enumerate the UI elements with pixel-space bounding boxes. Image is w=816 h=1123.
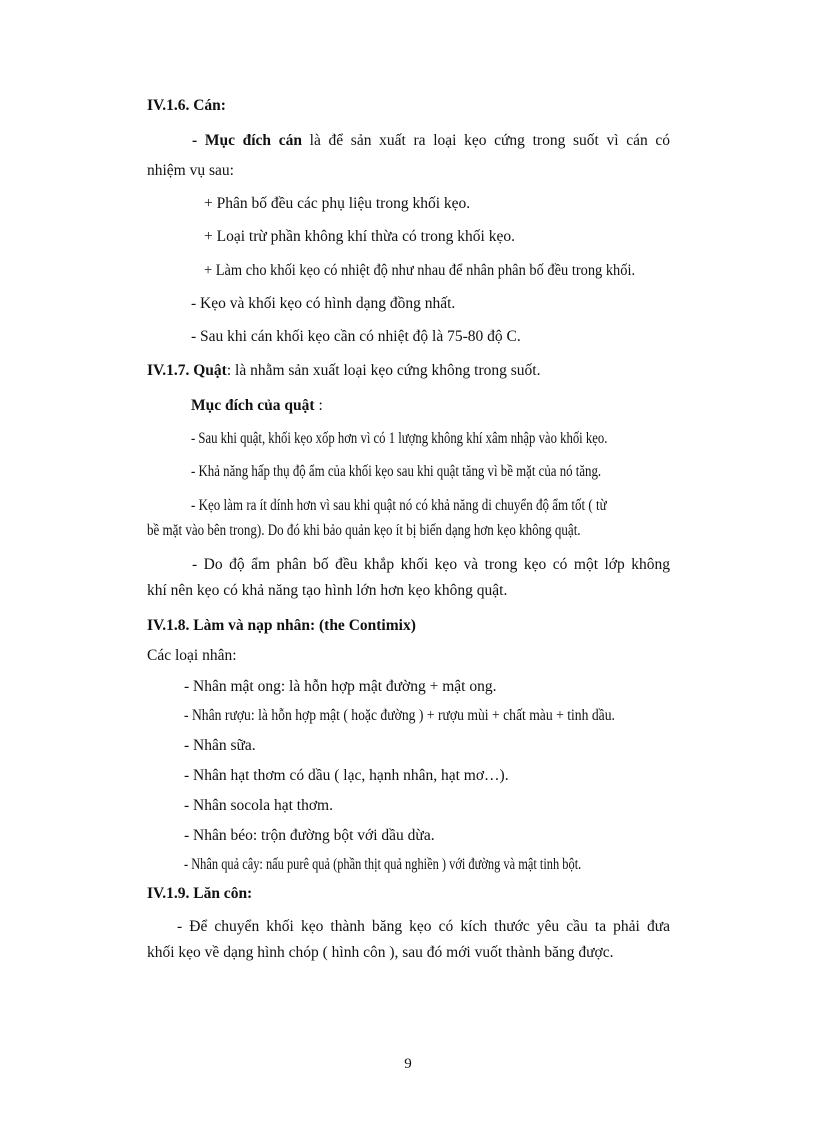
muc-dich-cua-quat-heading: Mục đích của quật : — [191, 397, 323, 414]
paragraph-lan-con-continuation: khối kẹo về dạng hình chóp ( hình côn ), sau đó mới vuốt thành băng được. — [147, 944, 614, 961]
list-item: + Phân bố đều các phụ liệu trong khối kẹo. — [204, 195, 471, 212]
list-item: - Nhân sữa. — [184, 737, 256, 754]
list-item: - Nhân béo: trộn đường bột với dầu dừa. — [184, 827, 435, 844]
page-number: 9 — [404, 1056, 412, 1072]
paragraph-muc-dich-can — [147, 131, 670, 151]
list-item: - Nhân socola hạt thơm. — [184, 797, 333, 814]
paragraph-do-am: - Do độ ẩm phân bố đều khắp khối kẹo và trong kẹo có một lớp không — [192, 556, 670, 573]
list-item: - Khả năng hấp thụ độ ẩm của khối kẹo sau khi quật tăng vì bề mặt của nó tăng. — [191, 463, 602, 480]
paragraph-lan-con: - Để chuyển khối kẹo thành băng kẹo có kích thước yêu cầu ta phải đưa — [177, 918, 670, 935]
section-heading-iv-1-7: IV.1.7. Quật: là nhằm sản xuất loại kẹo cứng không trong suốt. — [147, 362, 541, 379]
list-item: - Nhân mật ong: là hỗn hợp mật đường + mật ong. — [184, 678, 497, 695]
paragraph-do-am-continuation: khí nên kẹo có khả năng tạo hình lớn hơn kẹo không quật. — [147, 582, 508, 599]
muc-dich-can-text: là để sản xuất ra loại kẹo cứng trong suốt vì cán có — [301, 132, 671, 149]
list-item: - Sau khi cán khối kẹo cần có nhiệt độ là 75-80 độ C. — [191, 328, 521, 345]
list-item-continuation: bề mặt vào bên trong). Do đó khi bảo quản kẹo ít bị biến dạng hơn kẹo không quật. — [147, 522, 581, 539]
list-item: - Nhân rượu: là hỗn hợp mật ( hoặc đường ) + rượu mùi + chất màu + tinh dầu. — [184, 707, 615, 724]
list-item: - Kẹo làm ra ít dính hơn vì sau khi quật nó có khả năng di chuyển độ ẩm tốt ( từ — [191, 497, 607, 514]
muc-dich-can-label: - Mục đích cán — [192, 132, 302, 149]
list-item: - Kẹo và khối kẹo có hình dạng đồng nhất. — [191, 295, 456, 312]
list-item: - Nhân quả cây: nấu purê quả (phần thịt quả nghiền ) với đường và mật tinh bột. — [184, 856, 582, 873]
list-item: - Nhân hạt thơm có dầu ( lạc, hạnh nhân, hạt mơ…). — [184, 767, 509, 784]
cac-loai-nhan-label: Các loại nhân: — [147, 647, 237, 664]
muc-dich-can-continuation: nhiệm vụ sau: — [147, 162, 234, 179]
section-heading-iv-1-8: IV.1.8. Làm và nạp nhân: (the Contimix) — [147, 617, 416, 634]
section-heading-iv-1-9: IV.1.9. Lăn côn: — [147, 885, 253, 902]
list-item: + Loại trừ phần không khí thừa có trong khối kẹo. — [204, 228, 515, 245]
list-item: - Sau khi quật, khối kẹo xốp hơn vì có 1 lượng không khí xâm nhập vào khối kẹo. — [191, 430, 608, 447]
list-item: + Làm cho khối kẹo có nhiệt độ như nhau để nhân phân bố đều trong khối. — [204, 262, 636, 279]
section-heading-iv-1-6: IV.1.6. Cán: — [147, 97, 226, 114]
